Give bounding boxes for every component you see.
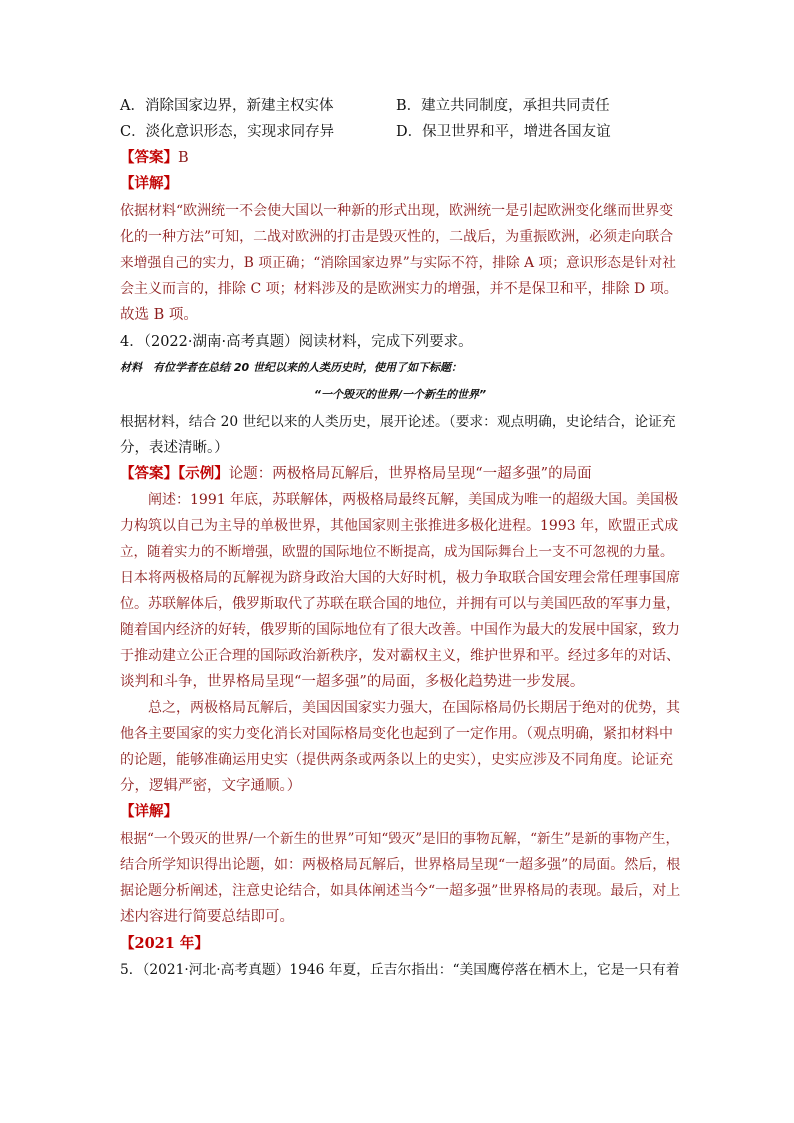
q4-para1-line-7: 于推动建立公正合理的国际政治新秩序，发对霸权主义，维护世界和平。经过多年的对话、 <box>120 648 680 664</box>
q3-detail-line-4: 会主义而言的，排除 C 项；材料涉及的是欧洲实力的增强，并不是保卫和平，排除 D 项。 <box>120 281 678 297</box>
q4-title-quote: “一个毁灭的世界/一个新生的世界” <box>313 388 487 401</box>
q4-requirement-line-1: 根据材料，结合 20 世纪以来的人类历史，展开论述。（要求：观点明确，史论结合，论证充 <box>120 414 676 430</box>
option-a: A．消除国家边界，新建主权实体 <box>120 98 334 114</box>
q3-detail-line-2: 化的一种方法”可知，二战对欧洲的打击是毁灭性的，二战后，为重振欧洲，必须走向联合 <box>120 229 674 245</box>
option-b: B．建立共同制度，承担共同责任 <box>396 98 610 114</box>
q4-para1-line-6: 随着国内经济的好转，俄罗斯的国际地位有了很大改善。中国作为最大的发展中国家，致力 <box>120 622 680 638</box>
q4-para2-line-4: 分，逻辑严密，文字通顺。） <box>120 778 302 794</box>
q4-answer-label: 【答案】【示例】 <box>120 465 229 482</box>
q4-para1-line-8: 谈判和斗争，世界格局呈现“一超多强”的局面，多极化趋势进一步发展。 <box>120 674 585 690</box>
q4-detail-line-1: 根据“一个毁灭的世界/一个新生的世界”可知“毁灭”是旧的事物瓦解，“新生”是新的事物产生， <box>120 831 679 847</box>
q4-stem: 4．（2022·湖南·高考真题）阅读材料，完成下列要求。 <box>120 334 473 350</box>
q3-detail-line-1: 依据材料“欧洲统一不会使大国以一种新的形式出现，欧洲统一是引起欧洲变化继而世界变 <box>120 203 674 219</box>
q3-answer-value: B <box>178 150 189 166</box>
year-heading: 【2021 年】 <box>120 935 209 952</box>
q4-para1-line-2: 力构筑以自己为主导的单极世界，其他国家则主张推进多极化进程。1993 年，欧盟正式成 <box>120 518 679 534</box>
option-c: C．淡化意识形态，实现求同存异 <box>120 124 335 140</box>
q4-para2-line-3: 的论题，能够准确运用史实（提供两条或两条以上的史实），史实应涉及不同角度。论证充 <box>120 752 673 768</box>
q4-answer <box>120 462 680 486</box>
q4-answer-thesis: 论题：两极格局瓦解后，世界格局呈现“一超多强”的局面 <box>228 466 592 482</box>
q4-material: 材料 有位学者在总结 20 世纪以来的人类历史时，使用了如下标题： <box>120 361 462 374</box>
q4-detail-line-3: 据论题分析阐述，注意史论结合，如具体阐述当今“一超多强”世界格局的表现。最后，对上 <box>120 883 681 899</box>
q5-stem: 5．（2021·河北·高考真题）1946 年夏，丘吉尔指出：“美国鹰停落在栖木上，它是一只有着 <box>120 962 680 978</box>
q4-para1-line-3: 立，随着实力的不断增强，欧盟的国际地位不断提高，成为国际舞台上一支不可忽视的力量。 <box>120 544 674 560</box>
q4-para1-line-4: 日本将两极格局的瓦解视为跻身政治大国的大好时机，极力争取联合国安理会常任理事国席 <box>120 570 680 586</box>
q3-answer-label: 【答案】 <box>120 149 178 166</box>
q4-para2-line-2: 他各主要国家的实力变化消长对国际格局变化也起到了一定作用。（观点明确，紧扣材料中 <box>120 726 673 742</box>
q3-detail-line-3: 来增强自己的实力，B 项正确；“消除国家边界”与实际不符，排除 A 项；意识形态是针对社 <box>120 255 676 271</box>
q4-detail-line-2: 结合所学知识得出论题，如：两极格局瓦解后，世界格局呈现“一超多强”的局面。然后，根 <box>120 857 681 873</box>
q4-para2-line-1: 总之，两极格局瓦解后，美国因国家实力强大，在国际格局仍长期居于绝对的优势，其 <box>148 700 680 716</box>
q4-para1-line-1: 阐述：1991 年底，苏联解体，两极格局最终瓦解，美国成为唯一的超级大国。美国极 <box>148 492 679 508</box>
q4-detail-label: 【详解】 <box>120 803 178 820</box>
q4-detail-line-4: 述内容进行简要总结即可。 <box>120 909 294 925</box>
q3-detail-label: 【详解】 <box>120 175 178 192</box>
option-d: D．保卫世界和平，增进各国友谊 <box>396 124 611 140</box>
q4-para1-line-5: 位。苏联解体后，俄罗斯取代了苏联在联合国的地位，并拥有可以与美国匹敌的军事力量， <box>120 596 680 612</box>
q3-answer <box>120 146 680 170</box>
q3-detail-line-5: 故选 B 项。 <box>120 307 198 323</box>
q4-requirement-line-2: 分，表述清晰。） <box>120 440 229 456</box>
